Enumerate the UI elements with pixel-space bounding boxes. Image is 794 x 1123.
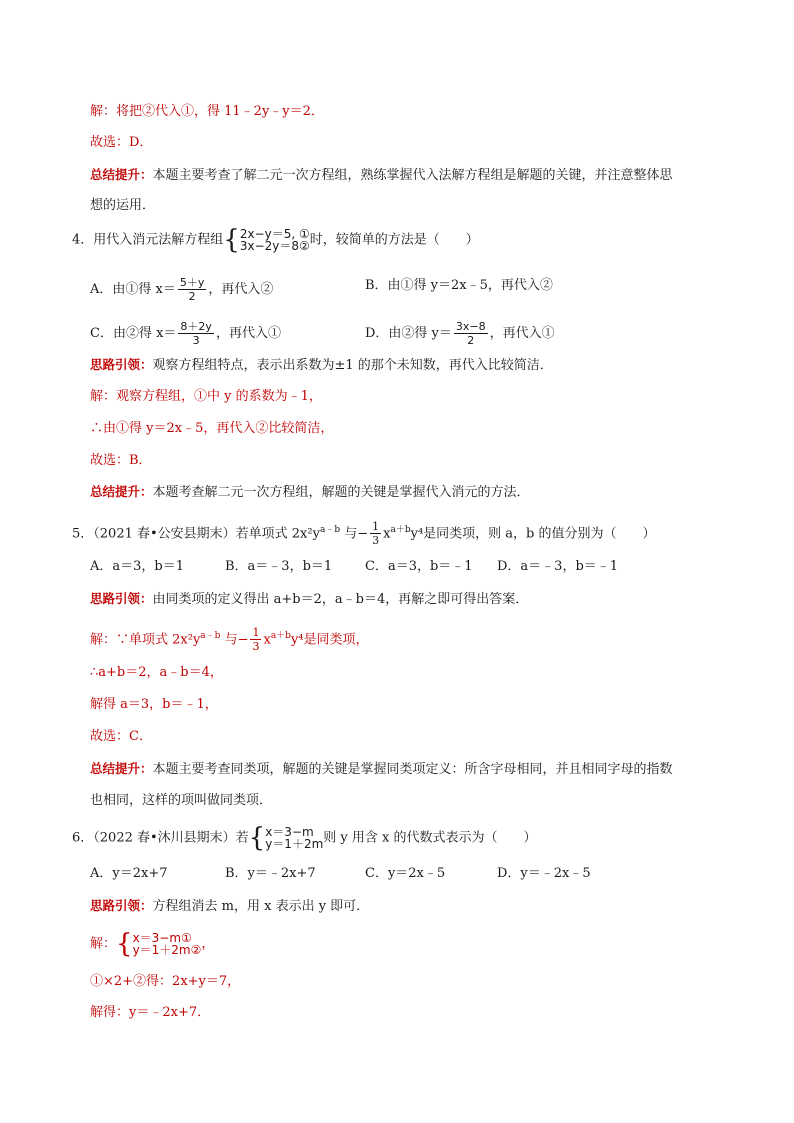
solution-line: ①×2+②得：2x+y＝7，: [90, 974, 241, 989]
solution-line: 解得 a＝3，b＝﹣1，: [90, 697, 218, 712]
summary-line-continued: 想的运用．: [90, 198, 156, 213]
solution-text: 解：: [90, 936, 117, 952]
option-d: D．a＝﹣3，b＝﹣1: [497, 559, 619, 574]
option-c: C．a＝3，b＝﹣1: [365, 559, 473, 574]
option-b: B．a＝﹣3，b＝1: [225, 559, 333, 574]
equation-1: 2x−y＝5, ①: [239, 227, 310, 241]
summary-text: 本题主要考查同类项，解题的关键是掌握同类项定义：所含字母相同，并且相同字母的指数: [152, 762, 673, 777]
solution-line: 解：观察方程组，①中 y 的系数为﹣1，: [90, 389, 322, 404]
stem-text-mid: 与−: [340, 526, 369, 542]
summary-line-continued: 也相同，这样的项叫做同类项．: [90, 793, 273, 808]
fraction: [370, 520, 381, 547]
denominator: 3: [192, 334, 200, 347]
equation-system: [240, 228, 310, 252]
stem-text-end: 则 y 用含 x 的代数式表示为（ ）: [323, 830, 537, 846]
option-c: [90, 320, 281, 347]
summary-line: [90, 759, 673, 780]
variable-y: y⁴: [410, 526, 424, 542]
fraction: [454, 320, 488, 347]
hint-line: [90, 896, 369, 917]
summary-line: [90, 482, 530, 503]
solution-text: 解：∵单项式 2x²y: [90, 632, 201, 648]
solution-line: [90, 929, 215, 959]
denominator: 2: [467, 334, 475, 347]
stem-text: 4．用代入消元法解方程组: [72, 232, 224, 248]
solution-text-end: 是同类项，: [303, 632, 369, 648]
solution-line: 解：将把②代入①，得 11﹣2y﹣y＝2．: [90, 104, 324, 119]
hint-line: [90, 355, 553, 376]
stem-text-end: 是同类项，则 a，b 的值分别为（ ）: [423, 526, 656, 542]
question-6-stem: [72, 823, 537, 853]
summary-text: 本题主要考查了解二元一次方程组，熟练掌握代入法解方程组是解题的关键，并注意整体思: [152, 168, 673, 183]
stem-text-end: 时，较简单的方法是（ ）: [309, 232, 479, 248]
hint-text: 由同类项的定义得出 a+b＝2，a﹣b＝4，再解之即可得出答案．: [152, 592, 529, 607]
summary-label: 总结提升：: [90, 167, 153, 182]
fraction: [178, 320, 214, 347]
stem-text: 6．（2022 春•沐川县期末）若: [72, 830, 249, 846]
option-b: B．y＝﹣2x+7: [225, 866, 316, 881]
hint-label: 思路引领：: [90, 898, 153, 913]
option-a: [90, 276, 273, 303]
brace: {: [223, 225, 240, 255]
option-d: [365, 320, 555, 347]
hint-line: [90, 589, 528, 610]
solution-text-end: ，: [201, 936, 215, 952]
option-text-end: ，再代入①: [489, 326, 555, 341]
exponent: a﹣b: [200, 631, 221, 641]
summary-text: 本题考查解二元一次方程组，解题的关键是掌握代入消元的方法．: [152, 485, 530, 500]
numerator: 3x−8: [455, 320, 486, 333]
option-text-end: ，再代入②: [208, 282, 274, 297]
option-text: C．由②得 x＝: [90, 326, 177, 341]
exponent: a＋b: [390, 525, 411, 535]
numerator: 5＋y: [179, 276, 205, 289]
solution-line: ∴a+b＝2，a﹣b＝4，: [90, 665, 223, 680]
hint-text: 方程组消去 m，用 x 表示出 y 即可．: [152, 899, 370, 914]
equation-2: 3x−2y＝8②: [239, 239, 310, 253]
brace: {: [116, 929, 133, 959]
exponent: a﹣b: [319, 525, 341, 535]
exponent: a＋b: [270, 631, 291, 641]
brace: {: [248, 823, 266, 853]
equation-system: [265, 826, 323, 850]
summary-line: [90, 165, 673, 186]
equation-2: y＝1＋2m: [265, 837, 324, 851]
variable-x: x: [263, 632, 271, 648]
equation-1: x＝3−m①: [132, 931, 192, 945]
option-text: A．由①得 x＝: [90, 282, 176, 297]
answer-line: 故选：D．: [90, 135, 153, 150]
solution-line: ∴由①得 y＝2x﹣5，再代入②比较简洁，: [90, 421, 334, 436]
fraction: [250, 626, 261, 653]
option-a: A．a＝3，b＝1: [90, 559, 185, 574]
variable-x: x: [383, 526, 391, 542]
hint-text: 观察方程组特点，表示出系数为±1 的那个未知数，再代入比较简洁．: [152, 358, 553, 373]
equation-2: y＝1＋2m②: [132, 943, 202, 957]
question-4-stem: [72, 225, 479, 255]
hint-label: 思路引领：: [90, 591, 153, 606]
stem-text: 5．（2021 春•公安县期末）若单项式 2x²y: [72, 526, 320, 542]
solution-line: [90, 626, 369, 653]
hint-label: 思路引领：: [90, 357, 153, 372]
option-b: B．由①得 y＝2x﹣5，再代入②: [365, 278, 553, 293]
summary-label: 总结提升：: [90, 484, 153, 499]
solution-line: 解得：y＝﹣2x+7．: [90, 1005, 211, 1020]
summary-label: 总结提升：: [90, 761, 153, 776]
denominator: 3: [372, 534, 380, 548]
option-d: D．y＝﹣2x﹣5: [497, 866, 591, 881]
equation-1: x＝3−m: [265, 825, 314, 839]
numerator: 8＋2y: [180, 320, 212, 333]
numerator: 1: [372, 520, 380, 534]
option-c: C．y＝2x﹣5: [365, 866, 446, 881]
variable-y: y⁴: [290, 632, 304, 648]
numerator: 1: [252, 626, 260, 640]
option-a: A．y＝2x+7: [90, 866, 168, 881]
fraction: [178, 276, 207, 303]
denominator: 2: [188, 290, 196, 303]
answer-line: 故选：B．: [90, 453, 152, 468]
option-text: D．由②得 y＝: [365, 326, 452, 341]
denominator: 3: [252, 640, 260, 654]
equation-system: [133, 932, 202, 956]
answer-line: 故选：C．: [90, 729, 152, 744]
solution-text-mid: 与−: [220, 632, 249, 648]
question-5-stem: [72, 520, 656, 547]
option-text-end: ，再代入①: [215, 326, 281, 341]
